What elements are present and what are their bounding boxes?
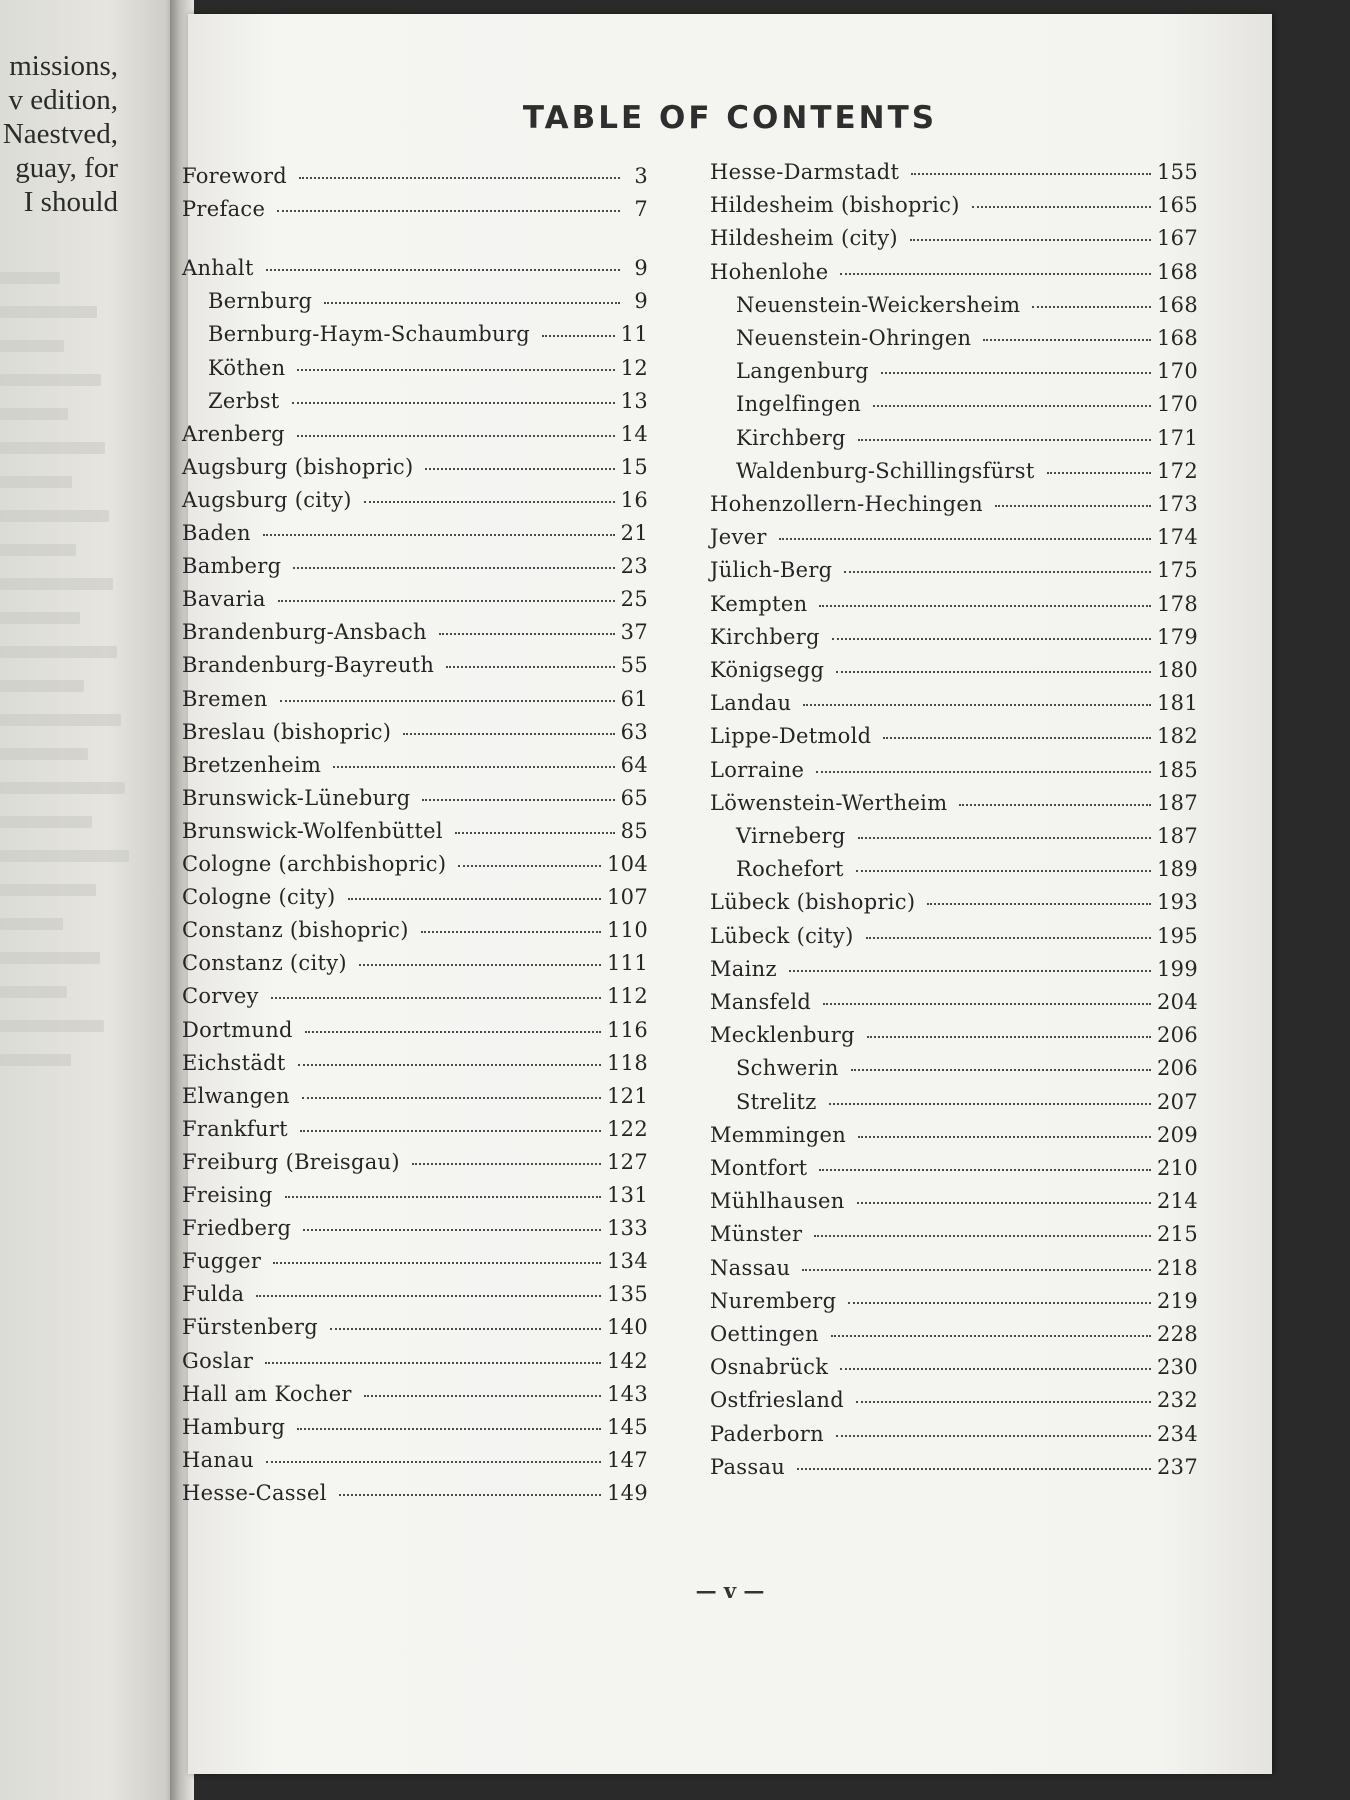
- show-through-text: [0, 748, 88, 760]
- toc-entry-label: Eichstädt: [182, 1050, 286, 1075]
- toc-entry: [710, 625, 1198, 649]
- facing-page: [0, 0, 180, 1800]
- toc-entry-label: Ostfriesland: [710, 1388, 844, 1413]
- toc-entry: [710, 990, 1198, 1014]
- facing-page-line: guay, for: [15, 152, 118, 184]
- dot-leader: [983, 339, 1151, 341]
- toc-entry-page: 147: [607, 1447, 648, 1472]
- toc-entry-page: 187: [1157, 824, 1198, 848]
- dot-leader: [840, 1368, 1151, 1370]
- toc-entry-label: Foreword: [182, 164, 288, 188]
- show-through-text: [0, 510, 109, 522]
- toc-entry: [710, 1256, 1198, 1280]
- toc-entry-label: Preface: [182, 197, 266, 222]
- toc-entry-page: 172: [1157, 458, 1198, 483]
- dot-leader: [836, 1435, 1151, 1437]
- toc-entry-label: Bavaria: [182, 587, 266, 612]
- dot-leader: [797, 1468, 1151, 1470]
- toc-entry-page: 61: [620, 686, 648, 711]
- toc-entry: [710, 724, 1198, 748]
- dot-leader: [823, 1003, 1151, 1005]
- toc-entry-label: Passau: [710, 1454, 786, 1479]
- toc-entry-page: 3: [634, 164, 648, 188]
- dot-leader: [1047, 472, 1151, 474]
- toc-entry-label: Langenburg: [736, 359, 869, 384]
- dot-leader: [858, 439, 1151, 441]
- toc-entry: [710, 890, 1198, 914]
- show-through-text: [0, 340, 64, 352]
- page-number: — v —: [695, 1578, 765, 1603]
- toc-entry-label: Anhalt: [182, 256, 254, 281]
- show-through-text: [0, 884, 96, 896]
- toc-entry-page: 167: [1157, 226, 1198, 251]
- toc-entry-label: Strelitz: [736, 1089, 817, 1114]
- toc-entry-page: 228: [1157, 1322, 1198, 1346]
- toc-entry: [710, 525, 1198, 549]
- toc-entry-label: Osnabrück: [710, 1355, 829, 1380]
- toc-entry-label: Neuenstein-Ohringen: [736, 326, 972, 350]
- toc-entry: [710, 658, 1198, 682]
- toc-entry: [736, 824, 1198, 848]
- dot-leader: [1032, 306, 1151, 308]
- toc-entry-page: 189: [1157, 857, 1198, 882]
- toc-entry-label: Memmingen: [710, 1122, 847, 1147]
- toc-entry-page: 122: [607, 1116, 648, 1141]
- toc-entry-page: 234: [1157, 1421, 1198, 1446]
- toc-entry-page: 143: [607, 1381, 648, 1406]
- show-through-text: [0, 816, 92, 828]
- toc-entry-label: Fugger: [182, 1249, 262, 1274]
- toc-entry-label: Kirchberg: [736, 425, 846, 450]
- toc-entry: [710, 691, 1198, 715]
- toc-entry-page: 210: [1157, 1156, 1198, 1180]
- dot-leader: [883, 737, 1151, 739]
- toc-entry-page: 133: [607, 1216, 648, 1241]
- facing-page-line: I should: [23, 186, 118, 218]
- toc-entry-label: Bernburg-Haym-Schaumburg: [208, 322, 530, 347]
- dot-leader: [836, 671, 1151, 673]
- dot-leader: [972, 206, 1151, 208]
- toc-entry-label: Brandenburg-Bayreuth: [182, 653, 435, 678]
- toc-entry-page: 142: [607, 1348, 648, 1373]
- toc-entry: [710, 1289, 1198, 1313]
- toc-entry-page: 111: [607, 951, 648, 976]
- toc-entry-page: 11: [620, 322, 648, 347]
- toc-entry-page: 140: [607, 1315, 648, 1340]
- toc-entry-label: Hildesheim (bishopric): [710, 193, 960, 218]
- toc-entry-page: 195: [1157, 923, 1198, 948]
- dot-leader: [959, 804, 1151, 806]
- toc-entry-label: Cologne (archbishopric): [182, 852, 447, 876]
- toc-entry-page: 168: [1157, 326, 1198, 350]
- dot-leader: [803, 704, 1151, 706]
- toc-entry-label: Brunswick-Wolfenbüttel: [182, 818, 443, 843]
- facing-page-line: missions,: [9, 50, 118, 82]
- toc-entry-page: 25: [620, 587, 648, 612]
- toc-entry-page: 170: [1157, 392, 1198, 417]
- toc-entry: [710, 558, 1198, 582]
- dot-leader: [866, 937, 1151, 939]
- toc-entry-label: Brunswick-Lüneburg: [182, 785, 411, 810]
- toc-entry-page: 199: [1157, 956, 1198, 981]
- toc-entry: [736, 1090, 1198, 1114]
- page-title: TABLE OF CONTENTS: [522, 100, 938, 136]
- toc-entry-page: 21: [620, 521, 648, 545]
- toc-entry-label: Mecklenburg: [710, 1023, 855, 1048]
- show-through-text: [0, 578, 113, 590]
- show-through-text: [0, 306, 97, 318]
- toc-entry: [710, 193, 1198, 217]
- toc-entry-label: Hesse-Darmstadt: [710, 160, 900, 184]
- toc-entry-label: Köthen: [208, 355, 286, 380]
- toc-entry-page: 174: [1157, 525, 1198, 550]
- toc-entry-label: Lübeck (bishopric): [710, 890, 916, 915]
- toc-entry-label: Fürstenberg: [182, 1315, 318, 1340]
- toc-entry: [710, 260, 1198, 284]
- toc-entry-page: 13: [620, 388, 648, 413]
- toc-entry-page: 232: [1157, 1388, 1198, 1413]
- toc-entry: [736, 392, 1198, 416]
- toc-entry-label: Rochefort: [736, 857, 844, 882]
- toc-entry-page: 193: [1157, 890, 1198, 915]
- toc-entry-page: 14: [620, 421, 648, 446]
- toc-entry-page: 110: [607, 918, 648, 943]
- toc-entry-label: Breslau (bishopric): [182, 719, 392, 744]
- toc-entry-page: 179: [1157, 624, 1198, 649]
- toc-entry-page: 116: [607, 1017, 648, 1042]
- toc-entry-label: Constanz (city): [182, 951, 347, 976]
- toc-entry-label: Dortmund: [182, 1017, 293, 1042]
- toc-entry-label: Nuremberg: [710, 1288, 837, 1313]
- toc-entry-label: Augsburg (city): [182, 487, 352, 512]
- toc-entry-label: Frankfurt: [182, 1116, 288, 1141]
- show-through-text: [0, 442, 105, 454]
- toc-entry-label: Jülich-Berg: [710, 558, 833, 583]
- dot-leader: [802, 1269, 1151, 1271]
- toc-entry-label: Montfort: [710, 1156, 808, 1180]
- toc-entry: [710, 924, 1198, 948]
- toc-entry-page: 134: [607, 1249, 648, 1274]
- toc-entry: [710, 1322, 1198, 1346]
- toc-entry-page: 7: [634, 197, 648, 222]
- dot-leader: [858, 1136, 1151, 1138]
- toc-entry: [736, 326, 1198, 350]
- toc-entry-label: Lippe-Detmold: [710, 724, 872, 749]
- toc-entry-label: Mainz: [710, 956, 777, 981]
- toc-entry-label: Nassau: [710, 1255, 791, 1280]
- show-through-text: [0, 714, 121, 726]
- toc-entry-label: Arenberg: [182, 421, 285, 446]
- toc-entry-label: Hildesheim (city): [710, 226, 898, 251]
- show-through-text: [0, 850, 129, 862]
- toc-entry: [710, 791, 1198, 815]
- dot-leader: [844, 571, 1151, 573]
- toc-entry-label: Münster: [710, 1222, 803, 1247]
- toc-entry-page: 237: [1157, 1454, 1198, 1479]
- toc-entry-page: 206: [1157, 1023, 1198, 1048]
- toc-entry-label: Brandenburg-Ansbach: [182, 620, 427, 645]
- toc-entry-page: 230: [1157, 1355, 1198, 1380]
- toc-entry-page: 15: [620, 454, 648, 479]
- toc-entry-label: Jever: [710, 525, 767, 550]
- show-through-text: [0, 680, 84, 692]
- toc-entry-label: Bremen: [182, 686, 268, 711]
- dot-leader: [910, 239, 1151, 241]
- toc-entry: [736, 459, 1198, 483]
- toc-entry-page: 16: [620, 487, 648, 512]
- dot-leader: [856, 870, 1151, 872]
- toc-entry-page: 209: [1157, 1122, 1198, 1147]
- show-through-text: [0, 1054, 71, 1066]
- show-through-text: [0, 782, 125, 794]
- dot-leader: [829, 1103, 1151, 1105]
- toc-entry-page: 185: [1157, 757, 1198, 782]
- toc-entry-label: Mansfeld: [710, 990, 812, 1014]
- toc-entry-label: Landau: [710, 691, 792, 716]
- toc-entry-label: Kempten: [710, 591, 808, 616]
- facing-page-line: v edition,: [8, 84, 118, 116]
- toc-entry: [736, 1056, 1198, 1080]
- toc-entry-label: Hamburg: [182, 1414, 286, 1439]
- toc-entry: [710, 1222, 1198, 1246]
- toc-entry-label: Lorraine: [710, 757, 805, 782]
- toc-entry-page: 165: [1157, 193, 1198, 218]
- toc-entry-page: 135: [607, 1282, 648, 1307]
- toc-entry-page: 12: [620, 355, 648, 380]
- toc-entry-page: 55: [620, 653, 648, 678]
- toc-entry: [710, 1156, 1198, 1180]
- toc-entry-page: 178: [1157, 591, 1198, 616]
- toc-entry-label: Freising: [182, 1183, 273, 1207]
- toc-entry-page: 218: [1157, 1255, 1198, 1280]
- toc-entry: [736, 359, 1198, 383]
- toc-entry-page: 214: [1157, 1189, 1198, 1214]
- show-through-text: [0, 952, 100, 964]
- contents-page: [182, 14, 1272, 1774]
- toc-entry-label: Cologne (city): [182, 885, 336, 910]
- toc-entry-label: Constanz (bishopric): [182, 918, 409, 943]
- toc-entry-label: Königsegg: [710, 658, 825, 682]
- toc-entry-page: 112: [607, 984, 648, 1009]
- toc-entry-page: 168: [1157, 292, 1198, 317]
- show-through-text: [0, 612, 80, 624]
- toc-entry-page: 131: [607, 1183, 648, 1207]
- toc-entry-label: Waldenburg-Schillingsfürst: [736, 458, 1035, 483]
- dot-leader: [840, 273, 1151, 275]
- toc-entry-label: Hanau: [182, 1447, 254, 1472]
- toc-entry: [710, 758, 1198, 782]
- toc-entry-page: 182: [1157, 724, 1198, 749]
- toc-entry-label: Zerbst: [208, 388, 280, 413]
- dot-leader: [858, 837, 1151, 839]
- toc-entry-label: Paderborn: [710, 1421, 824, 1446]
- show-through-text: [0, 986, 67, 998]
- toc-entry-page: 187: [1157, 790, 1198, 815]
- toc-entry-label: Oettingen: [710, 1322, 819, 1346]
- toc-entry-page: 37: [620, 620, 648, 645]
- toc-entry-page: 215: [1157, 1222, 1198, 1247]
- toc-entry-page: 175: [1157, 558, 1198, 583]
- toc-entry: [710, 1189, 1198, 1213]
- toc-entry: [710, 1455, 1198, 1479]
- toc-entry: [710, 1422, 1198, 1446]
- toc-entry: [710, 226, 1198, 250]
- toc-right-column: [188, 14, 1272, 1774]
- toc-entry-page: 85: [620, 818, 648, 843]
- show-through-text: [0, 918, 63, 930]
- toc-entry-label: Schwerin: [736, 1056, 839, 1081]
- toc-entry-label: Lübeck (city): [710, 923, 854, 948]
- toc-entry-page: 219: [1157, 1288, 1198, 1313]
- toc-entry: [736, 857, 1198, 881]
- dot-leader: [831, 1335, 1151, 1337]
- dot-leader: [779, 538, 1151, 540]
- toc-entry-label: Baden: [182, 521, 251, 545]
- toc-entry-page: 65: [620, 785, 648, 810]
- toc-entry-label: Friedberg: [182, 1216, 292, 1241]
- toc-entry-page: 155: [1157, 160, 1198, 184]
- show-through-text: [0, 408, 68, 420]
- dot-leader: [851, 1069, 1151, 1071]
- toc-entry: [710, 1355, 1198, 1379]
- toc-entry-label: Mühlhausen: [710, 1189, 845, 1214]
- show-through-text: [0, 476, 72, 488]
- dot-leader: [789, 970, 1151, 972]
- toc-entry: [736, 426, 1198, 450]
- toc-entry-page: 64: [620, 752, 648, 777]
- toc-entry-page: 104: [607, 852, 648, 876]
- toc-entry-page: 23: [620, 554, 648, 579]
- toc-entry-page: 149: [607, 1480, 648, 1505]
- toc-entry-page: 121: [607, 1083, 648, 1108]
- show-through-text: [0, 272, 60, 284]
- toc-entry: [710, 1388, 1198, 1412]
- toc-entry-label: Hesse-Cassel: [182, 1480, 327, 1505]
- toc-entry-page: 9: [634, 256, 648, 281]
- dot-leader: [848, 1302, 1151, 1304]
- dot-leader: [867, 1036, 1151, 1038]
- show-through-text: [0, 544, 76, 556]
- toc-entry-label: Elwangen: [182, 1083, 290, 1108]
- toc-entry-page: 207: [1157, 1089, 1198, 1114]
- toc-entry-page: 206: [1157, 1056, 1198, 1081]
- toc-entry-page: 181: [1157, 691, 1198, 716]
- toc-entry-page: 63: [620, 719, 648, 744]
- toc-entry-label: Goslar: [182, 1348, 254, 1373]
- toc-entry-page: 180: [1157, 658, 1198, 682]
- toc-entry-label: Hohenzollern-Hechingen: [710, 492, 983, 516]
- toc-entry: [736, 293, 1198, 317]
- show-through-text: [0, 1020, 104, 1032]
- toc-entry: [710, 1023, 1198, 1047]
- toc-entry: [710, 492, 1198, 516]
- toc-entry-page: 204: [1157, 990, 1198, 1014]
- dot-leader: [816, 771, 1151, 773]
- dot-leader: [856, 1401, 1151, 1403]
- toc-entry: [710, 160, 1198, 184]
- toc-entry-label: Ingelfingen: [736, 392, 862, 417]
- dot-leader: [819, 605, 1151, 607]
- dot-leader: [814, 1235, 1151, 1237]
- toc-entry: [710, 957, 1198, 981]
- dot-leader: [832, 638, 1151, 640]
- facing-page-line: Naestved,: [2, 118, 118, 150]
- toc-entry: [710, 592, 1198, 616]
- toc-entry-label: Fulda: [182, 1282, 245, 1307]
- dot-leader: [819, 1169, 1151, 1171]
- toc-entry-label: Corvey: [182, 984, 259, 1009]
- toc-entry-label: Hohenlohe: [710, 259, 829, 284]
- toc-entry-page: 170: [1157, 359, 1198, 384]
- toc-entry-page: 127: [607, 1149, 648, 1174]
- dot-leader: [873, 405, 1151, 407]
- toc-entry-page: 145: [607, 1414, 648, 1439]
- toc-entry-page: 168: [1157, 259, 1198, 284]
- toc-entry-label: Augsburg (bishopric): [182, 454, 414, 479]
- toc-entry-page: 107: [607, 885, 648, 910]
- toc-entry: [710, 1123, 1198, 1147]
- dot-leader: [995, 505, 1151, 507]
- dot-leader: [881, 372, 1151, 374]
- toc-entry-label: Bretzenheim: [182, 752, 322, 777]
- dot-leader: [927, 903, 1151, 905]
- toc-entry-page: 118: [607, 1050, 648, 1075]
- toc-entry-page: 9: [634, 289, 648, 314]
- toc-entry-label: Kirchberg: [710, 624, 820, 649]
- toc-entry-label: Freiburg (Breisgau): [182, 1149, 400, 1174]
- toc-entry-label: Hall am Kocher: [182, 1381, 352, 1406]
- toc-entry-label: Virneberg: [736, 824, 846, 848]
- toc-entry-label: Neuenstein-Weickersheim: [736, 292, 1021, 317]
- show-through-text: [0, 646, 117, 658]
- toc-entry-label: Bernburg: [208, 289, 313, 314]
- toc-entry-page: 171: [1157, 425, 1198, 450]
- toc-entry-label: Bamberg: [182, 554, 282, 579]
- toc-entry-page: 173: [1157, 492, 1198, 516]
- dot-leader: [857, 1202, 1151, 1204]
- show-through-text: [0, 374, 101, 386]
- toc-entry-label: Löwenstein-Wertheim: [710, 790, 948, 815]
- dot-leader: [911, 173, 1151, 175]
